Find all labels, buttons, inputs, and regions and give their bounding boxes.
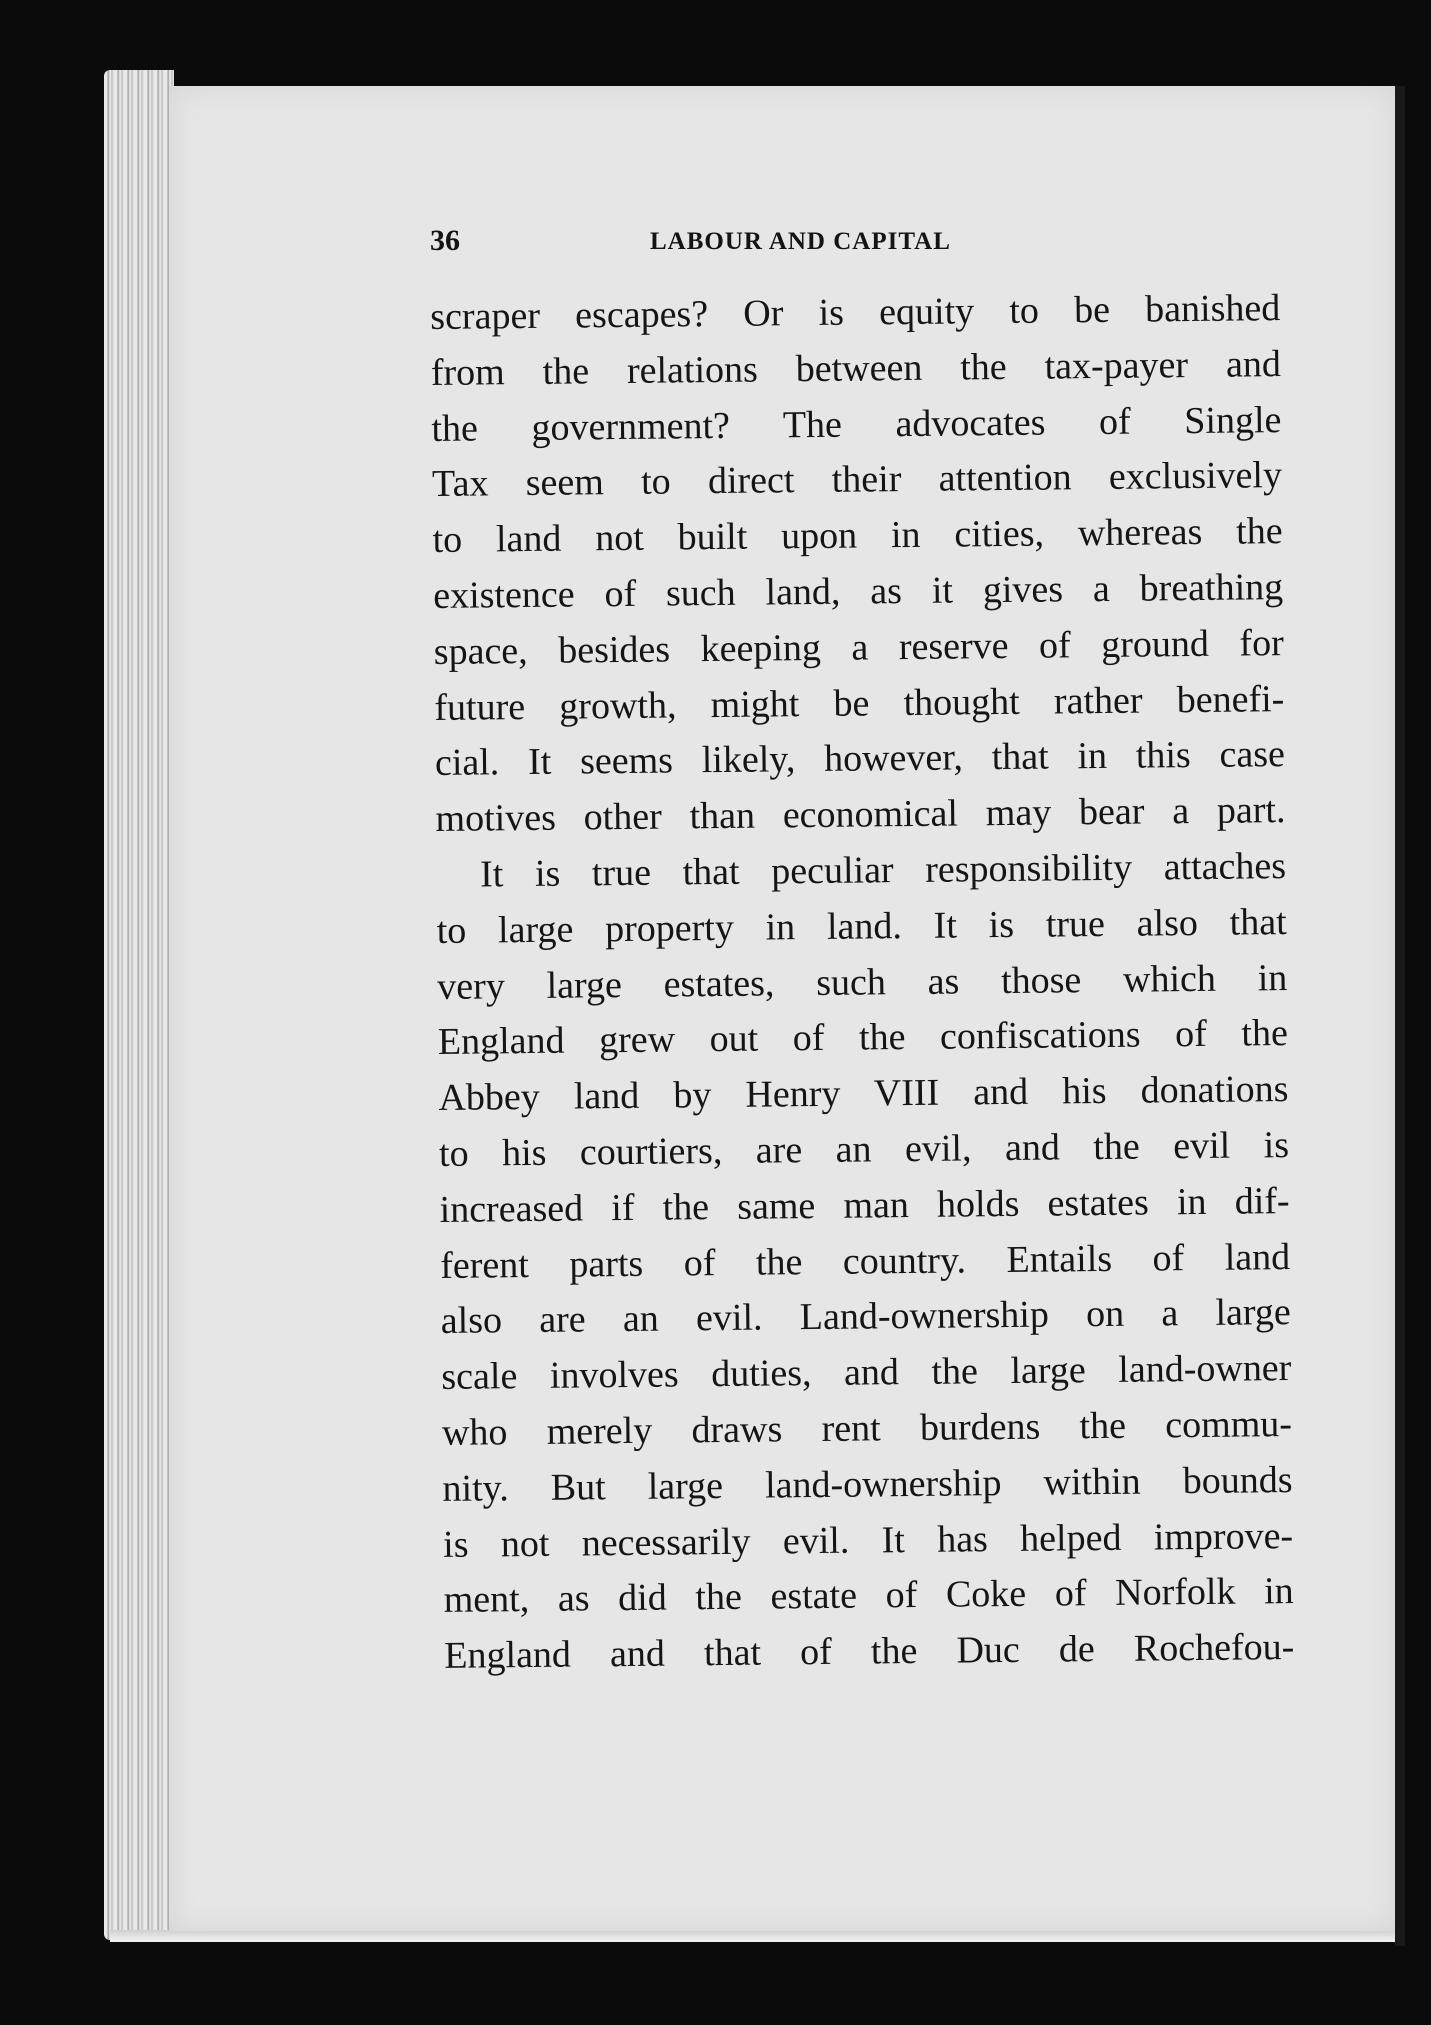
running-head: [430, 222, 1070, 262]
text-line: scale involves duties, and the large land-owner: [441, 1347, 1292, 1399]
paragraph-2: [436, 839, 1295, 1685]
text-line: nity. But large land-ownership within bounds: [442, 1458, 1293, 1510]
text-line: existence of such land, as it gives a breathing: [432, 566, 1284, 617]
page-edges: [104, 70, 174, 1940]
text-line: to his courtiers, are an evil, and the evil is: [438, 1124, 1290, 1175]
text-line: future growth, might be thought rather benefi-: [434, 677, 1285, 729]
text-line: It is true that peculiar responsibility attaches: [479, 845, 1287, 896]
text-line: space, besides keeping a reserve of ground for: [433, 621, 1284, 673]
text-line: ferent parts of the country. Entails of land: [439, 1235, 1291, 1287]
text-line: Abbey land by Henry VIII and his donations: [438, 1068, 1289, 1120]
paragraph-1: [430, 281, 1286, 848]
text-line: the government? The advocates of Single: [431, 398, 1282, 450]
running-head-title: LABOUR AND CAPITAL: [650, 228, 951, 255]
text-line: scraper escapes? Or is equity to be banished: [430, 287, 1281, 338]
text-line: cial. It seems likely, however, that in this case: [434, 733, 1286, 785]
text-line: motives other than economical may bear a part.: [435, 789, 1286, 841]
text-line: is not necessarily evil. It has helped improve-: [442, 1514, 1294, 1566]
text-line: from the relations between the tax-payer and: [430, 342, 1282, 394]
text-line: increased if the same man holds estates in dif-: [439, 1179, 1290, 1231]
text-line: England grew out of the confiscations of the: [437, 1012, 1289, 1064]
text-line: ment, as did the estate of Coke of Norfolk in: [443, 1570, 1294, 1622]
text-line: Tax seem to direct their attention exclusively: [431, 454, 1283, 506]
text-line: very large estates, such as those which in: [437, 956, 1288, 1008]
text-line: also are an evil. Land-ownership on a large: [440, 1291, 1291, 1343]
body-text: [430, 281, 1295, 1685]
text-line: England and that of the Duc de Rochefou-: [444, 1626, 1295, 1678]
book-spine: [1395, 86, 1405, 1946]
text-line: to large property in land. It is true also that: [436, 900, 1287, 952]
page-number: 36: [430, 224, 460, 257]
page-bottom-edge: [110, 1930, 1395, 1942]
text-line: to land not built upon in cities, whereas the: [432, 510, 1283, 562]
text-line: who merely draws rent burdens the commu-: [441, 1402, 1293, 1454]
